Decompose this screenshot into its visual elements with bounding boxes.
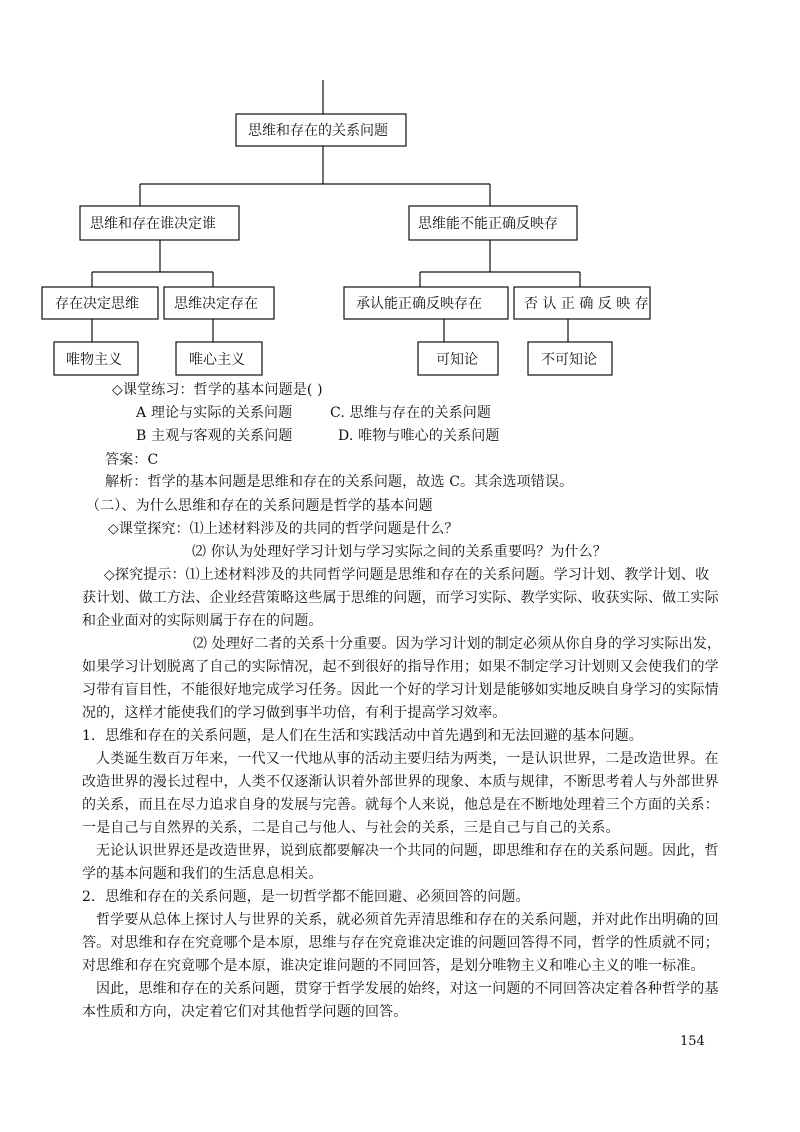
- leaf-1-label: 存在决定思维: [55, 296, 139, 312]
- point-one-p1-line2: 改造世界的漫长过程中，人类不仅逐渐认识着外部世界的现象、本质与规律，不断思考着人与外部世界: [82, 774, 719, 790]
- point-one-p1-line3: 的关系，而且在尽力追求自身的发展与完善。就每个人来说，他总是在不断地处理着三个方面的关系：: [82, 797, 719, 813]
- option-b: B 主观与客观的关系问题: [136, 428, 293, 444]
- point-two-p1-line3: 对思维和存在究竟哪个是本原，谁决定谁问题的不同回答，是划分唯物主义和唯心主义的唯一标准。: [82, 958, 705, 974]
- hint-line-3: 和企业面对的实际则属于存在的问题。: [82, 613, 323, 629]
- sub-3-label: 可知论: [436, 352, 478, 368]
- sub-4-label: 不可知论: [541, 352, 597, 368]
- option-c: C. 思维与存在的关系问题: [330, 405, 492, 421]
- explore-question-1: ◇课堂探究：⑴上述材料涉及的共同的哲学问题是什么？: [108, 521, 459, 537]
- right-branch-label: 思维能不能正确反映存: [418, 216, 558, 232]
- point-two-p1-line1: 哲学要从总体上探讨人与世界的关系，就必须首先弄清思维和存在的关系问题，并对此作出明确的回: [96, 912, 719, 928]
- left-branch-label: 思维和存在谁决定谁: [90, 216, 216, 232]
- leaf-4-label: 否 认 正 确 反 映 存: [524, 296, 649, 312]
- section-two-heading: （二）、为什么思维和存在的关系问题是哲学的基本问题: [86, 498, 433, 514]
- exercise-question: ◇课堂练习：哲学的基本问题是( ): [112, 382, 323, 398]
- point-two-p2-line1: 因此，思维和存在的关系问题，贯穿于哲学发展的始终，对这一问题的不同回答决定着各种哲学的基: [96, 981, 719, 997]
- leaf-2-label: 思维决定存在: [174, 296, 258, 312]
- point-two-title: 2．思维和存在的关系问题，是一切哲学都不能回避、必须回答的问题。: [82, 889, 530, 905]
- hint-line-5: 如果学习计划脱离了自己的实际情况，起不到很好的指导作用；如果不制定学习计划则又会使我们的学: [82, 659, 719, 675]
- point-one-title: 1．思维和存在的关系问题，是人们在生活和实践活动中首先遇到和无法回避的基本问题。: [82, 728, 643, 744]
- root-node-label: 思维和存在的关系问题: [248, 123, 388, 139]
- hint-line-1: ◇探究提示：⑴上述材料涉及的共同哲学问题是思维和存在的关系问题。学习计划、教学计划、收: [104, 567, 710, 583]
- exercise-analysis: 解析：哲学的基本问题是思维和存在的关系问题，故选 C。其余选项错误。: [105, 474, 574, 490]
- option-a: A 理论与实际的关系问题: [136, 405, 293, 421]
- exercise-answer: 答案：C: [105, 452, 159, 468]
- hint-line-6: 习带有盲目性，不能很好地完成学习任务。因此一个好的学习计划是能够如实地反映自身学习的实际情: [82, 682, 719, 698]
- sub-1-label: 唯物主义: [66, 352, 122, 368]
- option-d: D. 唯物与唯心的关系问题: [338, 428, 500, 444]
- point-one-p2-line1: 无论认识世界还是改造世界，说到底都要解决一个共同的问题，即思维和存在的关系问题。因此，哲: [96, 843, 719, 859]
- hint-line-7: 况的，这样才能使我们的学习做到事半功倍，有利于提高学习效率。: [82, 705, 507, 721]
- leaf-3-label: 承认能正确反映存在: [356, 296, 482, 312]
- concept-tree-diagram: [0, 0, 800, 380]
- sub-2-label: 唯心主义: [189, 352, 245, 368]
- point-one-p1-line4: 一是自己与自然界的关系，二是自己与他人、与社会的关系，三是自己与自己的关系。: [82, 820, 620, 836]
- page-number: 154: [680, 1034, 705, 1049]
- point-one-p2-line2: 学的基本问题和我们的生活息息相关。: [82, 866, 323, 882]
- explore-question-2: ⑵ 你认为处理好学习计划与学习实际之间的关系重要吗？为什么？: [192, 544, 607, 560]
- point-one-p1-line1: 人类诞生数百万年来，一代又一代地从事的活动主要归结为两类，一是认识世界，二是改造世界。在: [96, 751, 719, 767]
- hint-line-4: ⑵ 处理好二者的关系十分重要。因为学习计划的制定必须从你自身的学习实际出发，: [193, 636, 722, 652]
- hint-line-2: 获计划、做工方法、企业经营策略这些属于思维的问题，而学习实际、教学实际、收获实际、做工实际: [82, 590, 719, 606]
- point-two-p2-line2: 本性质和方向，决定着它们对其他哲学问题的回答。: [82, 1004, 408, 1020]
- point-two-p1-line2: 答。对思维和存在究竟哪个是本原，思维与存在究竟谁决定谁的问题回答得不同，哲学的性质就不同；: [82, 935, 719, 951]
